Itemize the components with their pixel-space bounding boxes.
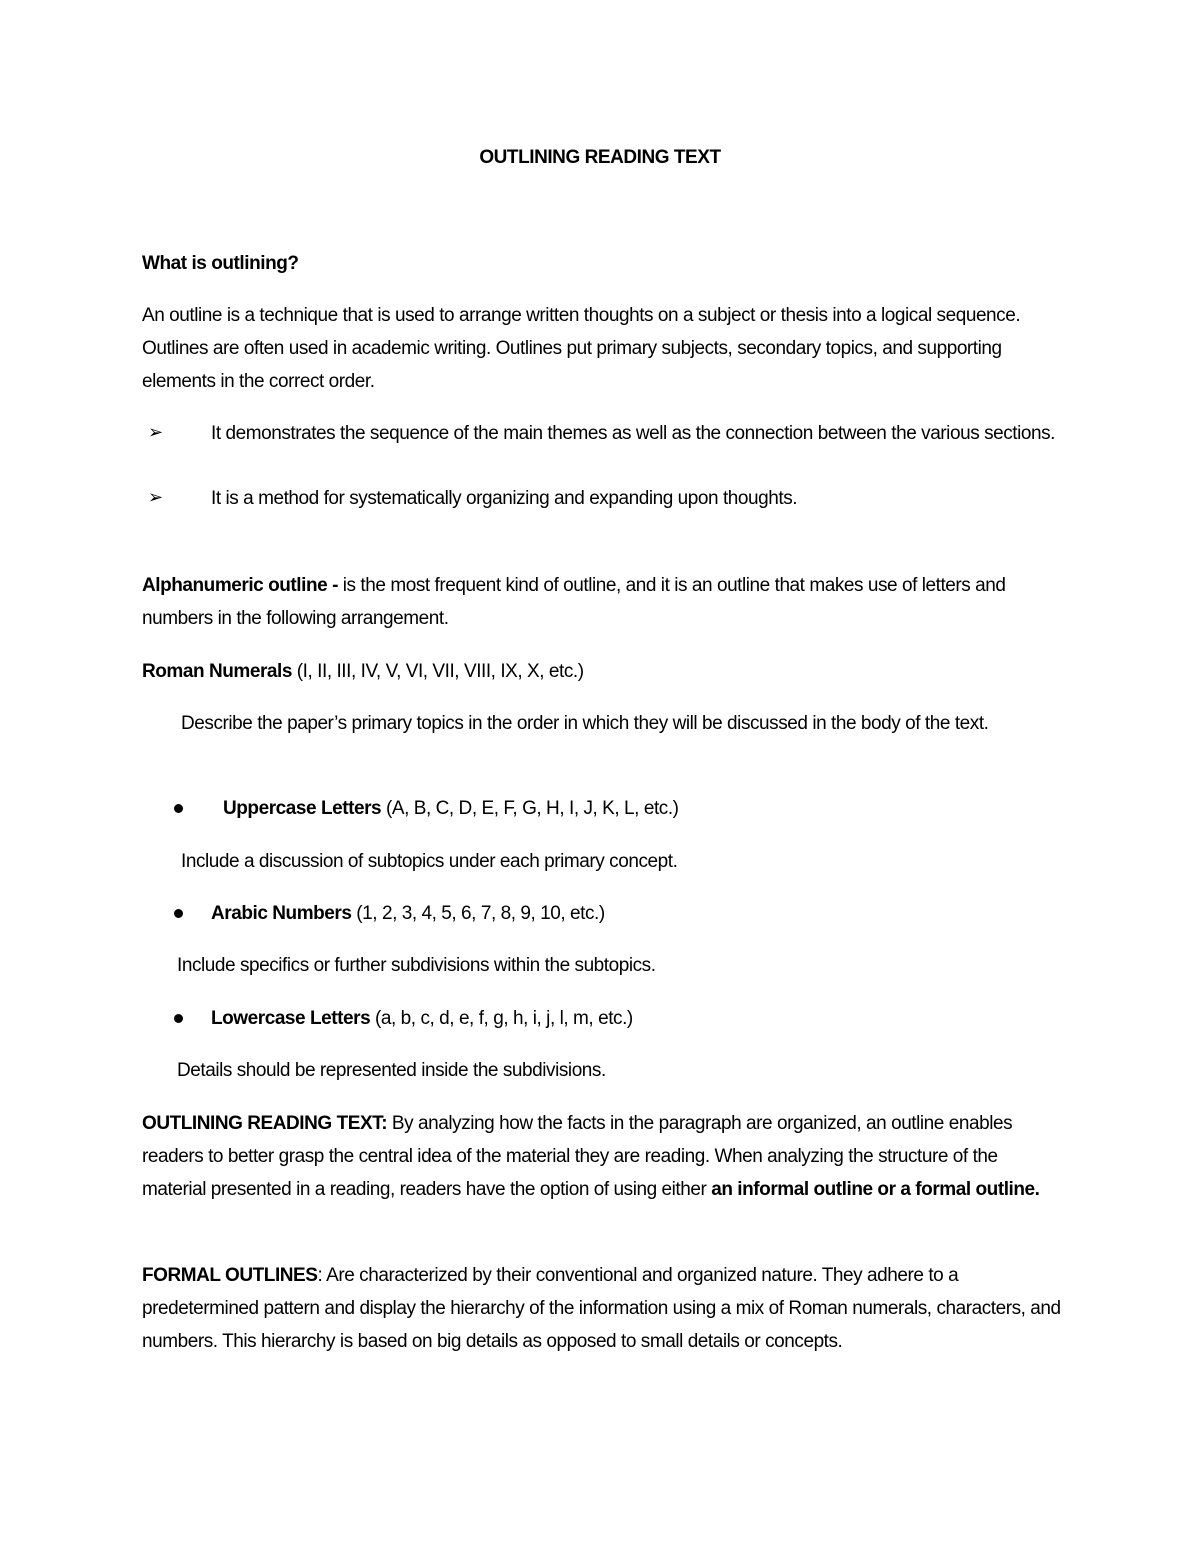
lowercase-letters-description: Details should be represented inside the subdivisions.: [177, 1060, 606, 1081]
roman-numerals-description: Describe the paper’s primary topics in the order in which they will be discussed in the body of the text.: [181, 713, 989, 734]
intro-paragraph: An outline is a technique that is used to arrange written thoughts on a subject or thesis into a logical sequence. Outlines are often used in academic writing. Outlines put primary subjects, secondary topics, and supporting elements in the correct order.: [142, 305, 1021, 392]
uppercase-letters-heading: Uppercase Letters (A, B, C, D, E, F, G, H, I, J, K, L, etc.): [223, 798, 679, 819]
arrow-bullet-icon: ➢: [148, 422, 163, 442]
alphanumeric-paragraph: Alphanumeric outline - is the most frequent kind of outline, and it is an outline that makes use of letters and numbers in the following arrangement.: [142, 575, 1006, 629]
arrow-bullet-item: It is a method for systematically organizing and expanding upon thoughts.: [211, 488, 798, 509]
arrow-bullet-item: It demonstrates the sequence of the main themes as well as the connection between the various sections.: [211, 423, 1055, 444]
bullet-icon: [174, 804, 183, 813]
arrow-bullet-icon: ➢: [148, 487, 163, 507]
formal-outlines-paragraph: FORMAL OUTLINES: Are characterized by their conventional and organized nature. They adhere to a predetermined pattern and display the hierarchy of the information using a mix of Roman numerals, characters, and numbers. This hierarchy is based on big details as opposed to small details or concepts.: [142, 1265, 1061, 1352]
outlining-reading-text-paragraph: OUTLINING READING TEXT: By analyzing how the facts in the paragraph are organized, an outline enables readers to better grasp the central idea of the material they are reading. When analyzing the structure of the material presented in a reading, readers have the option of using either an informal outline or a formal outline.: [142, 1113, 1040, 1200]
lowercase-letters-heading: Lowercase Letters (a, b, c, d, e, f, g, h, i, j, l, m, etc.): [211, 1008, 633, 1029]
heading-what-is-outlining: What is outlining?: [142, 253, 299, 274]
arabic-numbers-description: Include specifics or further subdivisions within the subtopics.: [177, 955, 656, 976]
roman-numerals-heading: Roman Numerals (I, II, III, IV, V, VI, VII, VIII, IX, X, etc.): [142, 661, 584, 682]
bullet-icon: [174, 1014, 183, 1023]
bullet-icon: [174, 909, 183, 918]
arabic-numbers-heading: Arabic Numbers (1, 2, 3, 4, 5, 6, 7, 8, 9, 10, etc.): [211, 903, 605, 924]
uppercase-letters-description: Include a discussion of subtopics under each primary concept.: [181, 851, 678, 872]
document-title: OUTLINING READING TEXT: [479, 147, 721, 168]
